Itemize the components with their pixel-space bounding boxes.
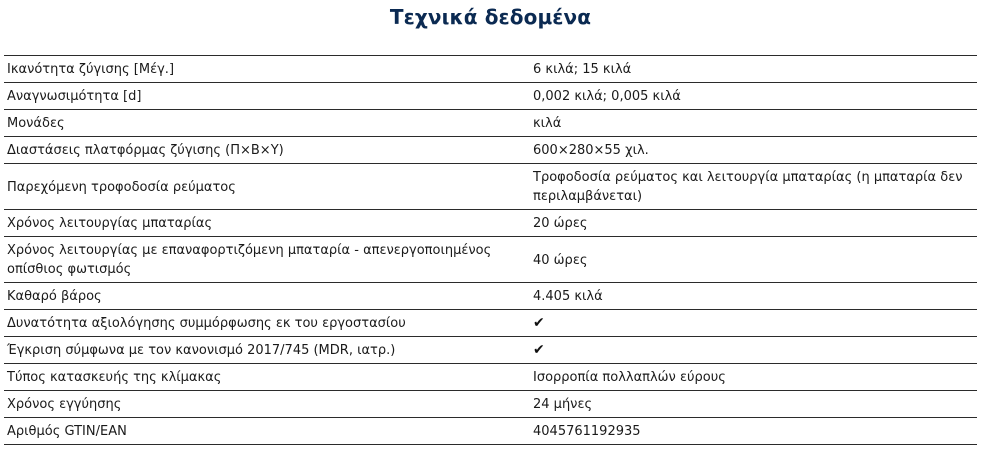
table-row xyxy=(4,56,977,83)
table-row xyxy=(4,418,977,445)
table-row xyxy=(4,164,977,210)
table-row xyxy=(4,364,977,391)
page-title: Τεχνικά δεδομένα xyxy=(389,5,592,29)
table-row xyxy=(4,337,977,364)
spec-value: 600×280×55 χιλ. xyxy=(533,143,649,158)
checkmark-icon: ✔ xyxy=(533,315,545,331)
spec-label: Ικανότητα ζύγισης [Μέγ.] xyxy=(7,62,175,77)
spec-value: 20 ώρες xyxy=(533,216,588,231)
spec-value: Ισορροπία πολλαπλών εύρους xyxy=(533,370,726,385)
spec-value: 24 μήνες xyxy=(533,397,593,412)
table-row xyxy=(4,391,977,418)
spec-label: Μονάδες xyxy=(7,116,65,131)
table-row xyxy=(4,283,977,310)
spec-label: Παρεχόμενη τροφοδοσία ρεύματος xyxy=(7,179,236,195)
table-row xyxy=(4,83,977,110)
spec-label: Καθαρό βάρος xyxy=(7,289,102,304)
spec-label: Δυνατότητα αξιολόγησης συμμόρφωσης εκ του εργοστασίου xyxy=(7,316,406,331)
spec-label: Αριθμός GTIN/EAN xyxy=(7,424,127,439)
checkmark-icon: ✔ xyxy=(533,342,545,358)
spec-value xyxy=(527,337,977,364)
spec-label: Διαστάσεις πλατφόρμας ζύγισης (Π×Β×Υ) xyxy=(7,143,284,158)
table-row xyxy=(4,310,977,337)
spec-label: Χρόνος λειτουργίας με επαναφορτιζόμενη μπαταρία - απενεργοποιημένος οπίσθιος φωτισμός xyxy=(7,243,492,277)
table-row xyxy=(4,237,977,283)
spec-value: 0,002 κιλά; 0,005 κιλά xyxy=(533,89,681,104)
spec-value: 40 ώρες xyxy=(533,252,588,268)
spec-label: Χρόνος λειτουργίας μπαταρίας xyxy=(7,216,213,231)
spec-value: 6 κιλά; 15 κιλά xyxy=(533,62,632,77)
table-row xyxy=(4,210,977,237)
spec-value xyxy=(527,310,977,337)
table-row xyxy=(4,110,977,137)
spec-value: 4.405 κιλά xyxy=(533,289,603,304)
spec-value: κιλά xyxy=(533,116,562,131)
spec-label: Τύπος κατασκευής της κλίμακας xyxy=(7,370,222,385)
spec-label: Έγκριση σύμφωνα με τον κανονισμό 2017/745 (MDR, ιατρ.) xyxy=(7,343,396,358)
spec-value: 4045761192935 xyxy=(533,424,641,439)
spec-label: Αναγνωσιμότητα [d] xyxy=(7,89,142,104)
spec-value: Τροφοδοσία ρεύματος και λειτουργία μπαταρίας (η μπαταρία δεν περιλαμβάνεται) xyxy=(533,170,963,204)
table-row xyxy=(4,137,977,164)
specs-table xyxy=(4,55,977,445)
spec-label: Χρόνος εγγύησης xyxy=(7,397,122,412)
